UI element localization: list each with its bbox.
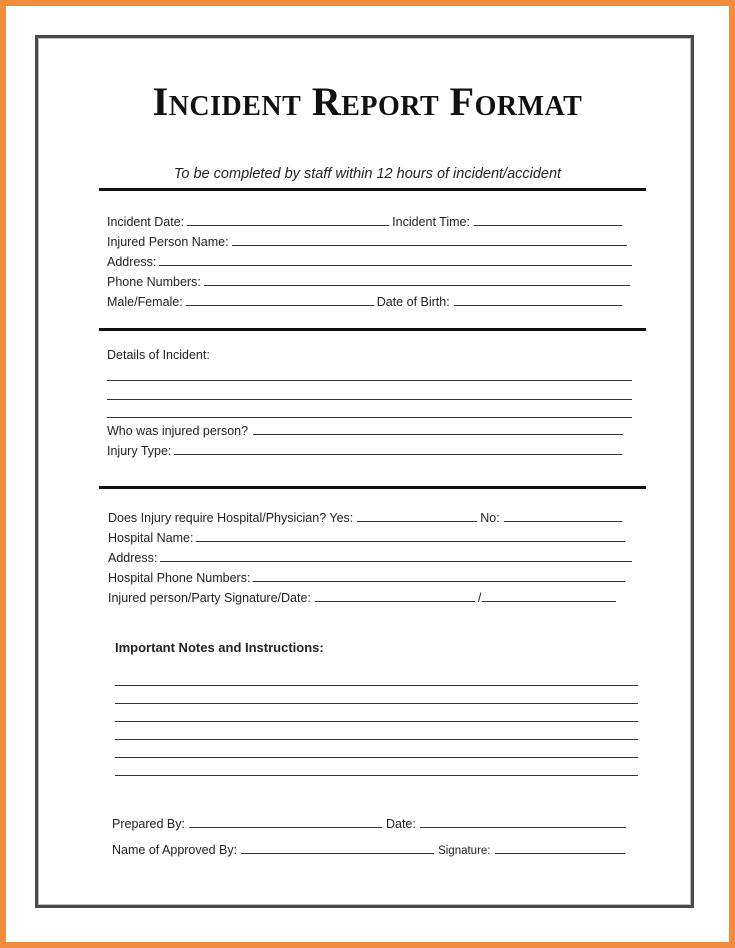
who-injured-label: Who was injured person?	[107, 424, 249, 438]
injury-type-field[interactable]	[174, 443, 622, 455]
details-line[interactable]	[107, 380, 632, 381]
signature-date-row	[108, 590, 616, 606]
prepared-date-label: Date:	[385, 817, 416, 831]
hospital-name-field[interactable]	[196, 530, 625, 542]
who-injured-row	[107, 423, 623, 439]
incident-time-field[interactable]	[474, 214, 622, 226]
incident-date-label: Incident Date:	[107, 215, 185, 229]
male-female-label: Male/Female:	[107, 295, 183, 309]
phone-numbers-field[interactable]	[204, 274, 630, 286]
signature-date-label: Injured person/Party Signature/Date:	[108, 591, 311, 605]
details-of-incident-label: Details of Incident:	[107, 348, 210, 362]
hospital-name-label: Hospital Name:	[108, 531, 194, 545]
hospital-phone-field[interactable]	[253, 570, 625, 582]
injured-person-name-row	[107, 234, 627, 250]
hospital-no-field[interactable]	[504, 510, 622, 522]
who-injured-field[interactable]	[253, 423, 623, 435]
prepared-by-row	[112, 816, 626, 832]
hospital-address-row	[108, 550, 632, 566]
injured-person-name-label: Injured Person Name:	[107, 235, 229, 249]
address-field[interactable]	[159, 254, 632, 266]
hospital-required-row	[108, 510, 622, 526]
hospital-name-row	[108, 530, 625, 546]
incident-date-row	[107, 214, 622, 230]
date-of-birth-label: Date of Birth:	[376, 295, 450, 309]
gender-dob-row	[107, 294, 622, 310]
phone-numbers-label: Phone Numbers:	[107, 275, 201, 289]
notes-line[interactable]	[115, 775, 638, 776]
section-divider	[99, 328, 646, 331]
notes-line[interactable]	[115, 757, 638, 758]
signature-field[interactable]	[495, 842, 625, 854]
notes-line[interactable]	[115, 703, 638, 704]
section-divider	[99, 188, 646, 191]
approved-by-label: Name of Approved By:	[112, 843, 238, 857]
approved-by-field[interactable]	[241, 842, 434, 854]
injury-type-label: Injury Type:	[107, 444, 172, 458]
phone-numbers-row	[107, 274, 630, 290]
details-line[interactable]	[107, 399, 632, 400]
incident-date-field[interactable]	[187, 214, 389, 226]
details-line[interactable]	[107, 417, 632, 418]
notes-line[interactable]	[115, 739, 638, 740]
address-label: Address:	[107, 255, 157, 269]
notes-heading-label: Important Notes and Instructions:	[115, 640, 324, 655]
hospital-address-label: Address:	[108, 551, 158, 565]
hospital-phone-row	[108, 570, 625, 586]
male-female-field[interactable]	[186, 294, 374, 306]
date-of-birth-field[interactable]	[454, 294, 622, 306]
hospital-yes-field[interactable]	[357, 510, 477, 522]
notes-heading	[115, 640, 324, 656]
incident-time-label: Incident Time:	[392, 215, 470, 229]
details-of-incident-row	[107, 348, 210, 364]
section-divider	[99, 486, 646, 489]
form-subtitle: To be completed by staff within 12 hours of incident/accident	[173, 166, 562, 182]
notes-line[interactable]	[115, 721, 638, 722]
approved-by-row	[112, 842, 625, 858]
address-row	[107, 254, 632, 270]
prepared-date-field[interactable]	[420, 816, 626, 828]
hospital-required-label: Does Injury require Hospital/Physician? Yes:	[108, 511, 354, 525]
prepared-by-field[interactable]	[189, 816, 382, 828]
injured-person-name-field[interactable]	[232, 234, 627, 246]
form-title: Incident Report Format	[152, 79, 583, 124]
prepared-by-label: Prepared By:	[112, 817, 185, 831]
injury-type-row	[107, 443, 622, 459]
signature-label: Signature:	[438, 845, 491, 857]
party-signature-field[interactable]	[315, 590, 475, 602]
hospital-address-field[interactable]	[160, 550, 632, 562]
hospital-no-label: No:	[480, 511, 500, 525]
slash-separator: /	[477, 591, 482, 605]
notes-line[interactable]	[115, 685, 638, 686]
signature-date-field[interactable]	[482, 590, 616, 602]
hospital-phone-label: Hospital Phone Numbers:	[108, 571, 251, 585]
